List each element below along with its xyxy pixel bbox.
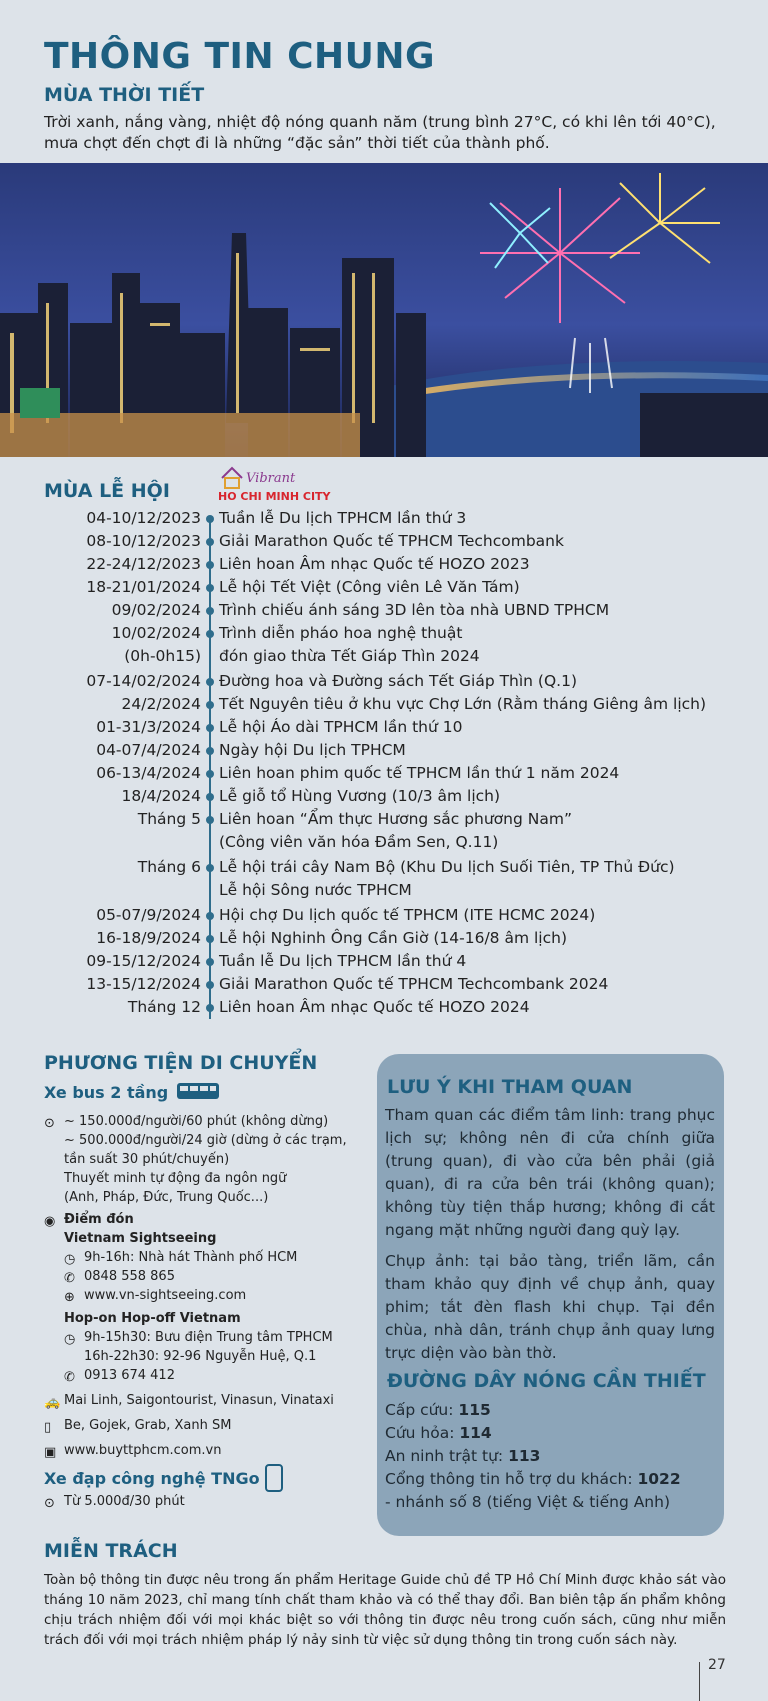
event-name-line2: (Công viên văn hóa Đầm Sen, Q.11) bbox=[219, 833, 499, 851]
disclaimer-heading: MIỄN TRÁCH bbox=[44, 1540, 178, 1562]
operator-2-time-1: 9h-15h30: Bưu điện Trung tâm TPHCM bbox=[84, 1330, 333, 1345]
event-name: Trình diễn pháo hoa nghệ thuật bbox=[219, 624, 463, 642]
event-name: Tuần lễ Du lịch TPHCM lần thứ 3 bbox=[219, 509, 467, 527]
timeline-dot bbox=[206, 770, 214, 778]
operator-2-phone[interactable]: 0913 674 412 bbox=[84, 1368, 175, 1383]
operator-1-name: Vietnam Sightseeing bbox=[64, 1231, 217, 1246]
event-date: 18-21/01/2024 bbox=[86, 578, 201, 596]
timeline-dot bbox=[206, 724, 214, 732]
operator-1-web[interactable]: www.vn-sightseeing.com bbox=[84, 1288, 247, 1303]
event-date: 18/4/2024 bbox=[121, 787, 201, 805]
timeline-dot bbox=[206, 793, 214, 801]
police-label: An ninh trật tự: bbox=[385, 1447, 509, 1465]
bus-icon: ▣ bbox=[44, 1445, 57, 1460]
timeline-dot bbox=[206, 630, 214, 638]
emergency-label: Cấp cứu: bbox=[385, 1401, 459, 1419]
police-number[interactable]: 113 bbox=[508, 1447, 541, 1465]
transport-heading: PHƯƠNG TIỆN DI CHUYỂN bbox=[44, 1052, 318, 1074]
operator-1-time: 9h-16h: Nhà hát Thành phố HCM bbox=[84, 1250, 298, 1265]
event-date: Tháng 12 bbox=[127, 998, 201, 1016]
location-pin-icon: ◉ bbox=[44, 1214, 56, 1229]
disclaimer-text: Toàn bộ thông tin được nêu trong ấn phẩm Heritage Guide chủ đề TP Hồ Chí Minh được khảo sát vào tháng 10 năm 2023, chỉ mang tính chất tham khảo và có thể thay đổi. Ban biên tập ấn phẩm không chịu trách nhiệm đối với mọi khác biệt so với thông tin được nêu trong cuốn sách, cũng như miễn trách đối với mọi trách nhiệm pháp lý nảy sinh từ việc sử dụng thông tin trong cuốn sách này. bbox=[44, 1572, 726, 1648]
double-decker-bus-icon bbox=[176, 1082, 220, 1102]
event-date: 04-07/4/2024 bbox=[96, 741, 201, 759]
bus-guide-a: Thuyết minh tự động đa ngôn ngữ bbox=[64, 1171, 287, 1186]
timeline-dot bbox=[206, 607, 214, 615]
notes-photo: Chụp ảnh: tại bảo tàng, triển lãm, cần tham khảo quy định về chụp ảnh, quay phim; tắt đèn flash khi chụp. Tại đền chùa, nhà dân, tránh chụp ảnh quay lưng trực diện vào bàn thờ. bbox=[385, 1252, 715, 1362]
weather-text: Trời xanh, nắng vàng, nhiệt độ nóng quanh năm (trung bình 27°C, có khi lên tới 40°C), mưa chợt đến chợt đi là những “đặc sản” thời tiết của thành phố. bbox=[44, 113, 716, 152]
taxi-brands: Mai Linh, Saigontourist, Vinasun, Vinataxi bbox=[64, 1393, 334, 1408]
timeline-dot bbox=[206, 584, 214, 592]
notes-heading: LƯU Ý KHI THAM QUAN bbox=[387, 1076, 633, 1098]
event-date: 01-31/3/2024 bbox=[96, 718, 201, 736]
event-name: Lễ hội Áo dài TPHCM lần thứ 10 bbox=[219, 718, 463, 736]
timeline-dot bbox=[206, 958, 214, 966]
bike-title: Xe đạp công nghệ TNGo bbox=[44, 1468, 260, 1488]
notes-spiritual: Tham quan các điểm tâm linh: trang phục lịch sự; không nên đi cửa chính giữa (trung quan), đi vào cửa bên phải (giả quan), đi ra cửa bên trái (không quan); không tùy tiện thắp hương; không đi cắt ngang mặt những người đang quỳ lạy. bbox=[385, 1106, 715, 1239]
phone-icon: ✆ bbox=[64, 1271, 75, 1286]
bike-price: Từ 5.000đ/30 phút bbox=[64, 1494, 185, 1509]
event-name: Liên hoan “Ẩm thực Hương sắc phương Nam” bbox=[219, 810, 572, 828]
event-name: Trình chiếu ánh sáng 3D lên tòa nhà UBND TPHCM bbox=[219, 601, 610, 619]
event-name: Ngày hội Du lịch TPHCM bbox=[219, 741, 406, 759]
event-date: 16-18/9/2024 bbox=[96, 929, 201, 947]
event-name: Liên hoan Âm nhạc Quốc tế HOZO 2024 bbox=[219, 998, 530, 1016]
timeline-dot bbox=[206, 538, 214, 546]
vibrant-hcmc-logo bbox=[216, 460, 336, 502]
portal-extension: - nhánh số 8 (tiếng Việt & tiếng Anh) bbox=[385, 1493, 671, 1511]
visit-notes-card bbox=[377, 1054, 724, 1536]
pickup-label: Điểm đón bbox=[64, 1212, 134, 1227]
event-date: 06-13/4/2024 bbox=[96, 764, 201, 782]
event-name: Lễ giỗ tổ Hùng Vương (10/3 âm lịch) bbox=[219, 787, 501, 805]
event-date: 10/02/2024 bbox=[111, 624, 201, 642]
festival-heading: MÙA LỄ HỘI bbox=[44, 480, 170, 502]
timeline-dot bbox=[206, 701, 214, 709]
event-date: Tháng 6 bbox=[137, 858, 201, 876]
bus-price-2a: ~ 500.000đ/người/24 giờ (dừng ở các trạm, bbox=[64, 1133, 347, 1148]
timeline-dot bbox=[206, 935, 214, 943]
event-name: Tuần lễ Du lịch TPHCM lần thứ 4 bbox=[219, 952, 467, 970]
city-night-fireworks-photo bbox=[0, 163, 768, 457]
event-name: Tết Nguyên tiêu ở khu vực Chợ Lớn (Rằm tháng Giêng âm lịch) bbox=[219, 695, 707, 713]
weather-heading: MÙA THỜI TIẾT bbox=[44, 84, 205, 106]
event-name-line2: đón giao thừa Tết Giáp Thìn 2024 bbox=[219, 647, 480, 665]
transport-section bbox=[44, 1052, 364, 1511]
event-name: Lễ hội trái cây Nam Bộ (Khu Du lịch Suối Tiên, TP Thủ Đức) bbox=[219, 858, 675, 876]
bus-title: Xe bus 2 tầng bbox=[44, 1082, 169, 1102]
bus-price-2b: tần suất 30 phút/chuyến) bbox=[64, 1152, 230, 1167]
clock-icon: ◷ bbox=[64, 1252, 76, 1267]
event-date: Tháng 5 bbox=[137, 810, 201, 828]
phone-icon: ✆ bbox=[64, 1370, 75, 1385]
timeline-dot bbox=[206, 747, 214, 755]
logo-main-text: HO CHI MINH CITY bbox=[218, 490, 331, 502]
timeline-axis bbox=[209, 519, 211, 1019]
event-date: 22-24/12/2023 bbox=[86, 555, 201, 573]
timeline-dot bbox=[206, 561, 214, 569]
timeline-dot bbox=[206, 864, 214, 872]
portal-number[interactable]: 1022 bbox=[637, 1470, 681, 1488]
emergency-number[interactable]: 115 bbox=[458, 1401, 491, 1419]
bus-guide-b: (Anh, Pháp, Đức, Trung Quốc...) bbox=[64, 1190, 269, 1205]
smartphone-icon bbox=[264, 1464, 284, 1492]
bus-price-1: ~ 150.000đ/người/60 phút (không dừng) bbox=[64, 1114, 329, 1129]
event-name: Lễ hội Tết Việt (Công viên Lê Văn Tám) bbox=[219, 578, 520, 596]
logo-small-text: Vibrant bbox=[246, 471, 296, 486]
event-name: Giải Marathon Quốc tế TPHCM Techcombank bbox=[219, 532, 564, 550]
timeline-dot bbox=[206, 1004, 214, 1012]
event-date: 04-10/12/2023 bbox=[86, 509, 201, 527]
event-date: 07-14/02/2024 bbox=[86, 672, 201, 690]
bus-website[interactable]: www.buyttphcm.com.vn bbox=[64, 1443, 222, 1458]
event-date: 13-15/12/2024 bbox=[86, 975, 201, 993]
price-icon: ⊙ bbox=[44, 1496, 55, 1511]
hotline-heading: ĐƯỜNG DÂY NÓNG CẦN THIẾT bbox=[387, 1370, 706, 1392]
operator-2-name: Hop-on Hop-off Vietnam bbox=[64, 1311, 241, 1326]
ride-apps: Be, Gojek, Grab, Xanh SM bbox=[64, 1418, 232, 1433]
price-icon: ⊙ bbox=[44, 1116, 55, 1131]
taxi-icon: 🚕 bbox=[44, 1395, 61, 1410]
event-name: Lễ hội Nghinh Ông Cần Giờ (14-16/8 âm lịch) bbox=[219, 929, 567, 947]
timeline-dot bbox=[206, 981, 214, 989]
event-name: Giải Marathon Quốc tế TPHCM Techcombank 2024 bbox=[219, 975, 609, 993]
clock-icon: ◷ bbox=[64, 1332, 76, 1347]
event-name: Liên hoan phim quốc tế TPHCM lần thứ 1 năm 2024 bbox=[219, 764, 620, 782]
timeline-dot bbox=[206, 678, 214, 686]
event-date: 05-07/9/2024 bbox=[96, 906, 201, 924]
globe-icon: ⊕ bbox=[64, 1290, 75, 1305]
page-title: THÔNG TIN CHUNG bbox=[44, 36, 436, 77]
fire-number[interactable]: 114 bbox=[459, 1424, 492, 1442]
page-number: 27 bbox=[708, 1657, 726, 1673]
event-name-line2: Lễ hội Sông nước TPHCM bbox=[219, 881, 412, 899]
page-number-divider bbox=[699, 1662, 700, 1701]
event-name: Liên hoan Âm nhạc Quốc tế HOZO 2023 bbox=[219, 555, 530, 573]
mobile-phone-icon: ▯ bbox=[44, 1420, 52, 1435]
portal-label: Cổng thông tin hỗ trợ du khách: bbox=[385, 1470, 638, 1488]
event-date: 24/2/2024 bbox=[121, 695, 201, 713]
timeline-dot bbox=[206, 816, 214, 824]
event-date: 09-15/12/2024 bbox=[86, 952, 201, 970]
event-name: Hội chợ Du lịch quốc tế TPHCM (ITE HCMC 2024) bbox=[219, 906, 596, 924]
event-time: (0h-0h15) bbox=[124, 647, 201, 665]
operator-1-phone[interactable]: 0848 558 865 bbox=[84, 1269, 175, 1284]
event-name: Đường hoa và Đường sách Tết Giáp Thìn (Q.1) bbox=[219, 672, 578, 690]
timeline-dot bbox=[206, 912, 214, 920]
operator-2-time-2: 16h-22h30: 92-96 Nguyễn Huệ, Q.1 bbox=[84, 1349, 317, 1364]
fire-label: Cứu hỏa: bbox=[385, 1424, 460, 1442]
timeline-dot bbox=[206, 515, 214, 523]
event-date: 09/02/2024 bbox=[111, 601, 201, 619]
event-date: 08-10/12/2023 bbox=[86, 532, 201, 550]
